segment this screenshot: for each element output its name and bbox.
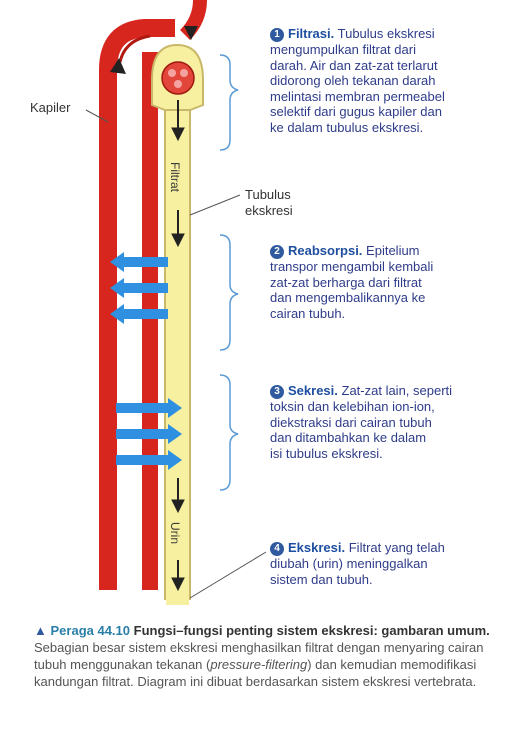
reabsorption-arrows xyxy=(110,252,168,324)
step-title: Reabsorpsi. xyxy=(288,243,363,258)
step-number-badge: 2 xyxy=(270,245,284,259)
step-reabsorption: 2 Reabsorpsi. Epitelium transpor mengambil kembali zat-zat berharga dari filtrat dan mengembalikannya ke cairan tubuh. xyxy=(270,243,434,321)
step-title: Sekresi. xyxy=(288,383,338,398)
figure-number: Peraga 44.10 xyxy=(50,623,131,638)
step-title: Ekskresi. xyxy=(288,540,346,555)
caption-title: Fungsi–fungsi penting sistem ekskresi: gambaran umum. xyxy=(133,623,490,638)
ekskresi-label: ekskresi xyxy=(245,203,293,218)
step-excretion: 4 Ekskresi. Filtrat yang telah diubah (urin) meninggalkan sistem dan tubuh. xyxy=(270,540,445,587)
glomerulus xyxy=(162,62,194,94)
caption-marker: ▲ xyxy=(34,623,47,638)
caption-italic: pressure-filtering xyxy=(210,657,308,672)
tubulus-label: Tubulus xyxy=(245,187,291,202)
figure-caption xyxy=(34,622,504,690)
step-title: Filtrasi. xyxy=(288,26,335,41)
tubulus-leader xyxy=(190,195,240,215)
caption-text: Sebagian besar sistem ekskresi menghasilkan filtrat dengan menyaring cairan tubuh menggunakan tekanan ( xyxy=(34,640,484,672)
step-filtration: 1 Filtrasi. Tubulus ekskresi mengumpulkan filtrat dari darah. Air dan zat-zat terlarut didorong oleh tekanan darah melintasi membran permeabel selektif dari gugus kapiler dan ke dalam tubulus ekskresi. xyxy=(270,26,445,135)
step-number-badge: 1 xyxy=(270,28,284,42)
excretion-leader xyxy=(190,552,266,598)
filtrat-label: Filtrat xyxy=(168,162,182,192)
step-number-badge: 4 xyxy=(270,542,284,556)
step-secretion: 3 Sekresi. Zat-zat lain, seperti toksin dan kelebihan ion-ion, diekstraksi dari cairan tubuh dan ditambahkan ke dalam isi tubulus ekskresi. xyxy=(270,383,453,461)
caption-text-end: ) dan kemudian memodifikasi kandungan filtrat. Diagram ini dibuat berdasarkan sistem ekskresi vertebrata. xyxy=(34,657,477,689)
step-number-badge: 3 xyxy=(270,385,284,399)
urin-label: Urin xyxy=(168,522,182,545)
brackets xyxy=(220,55,238,490)
secretion-arrows xyxy=(116,398,182,470)
kapiler-label: Kapiler xyxy=(30,100,71,115)
